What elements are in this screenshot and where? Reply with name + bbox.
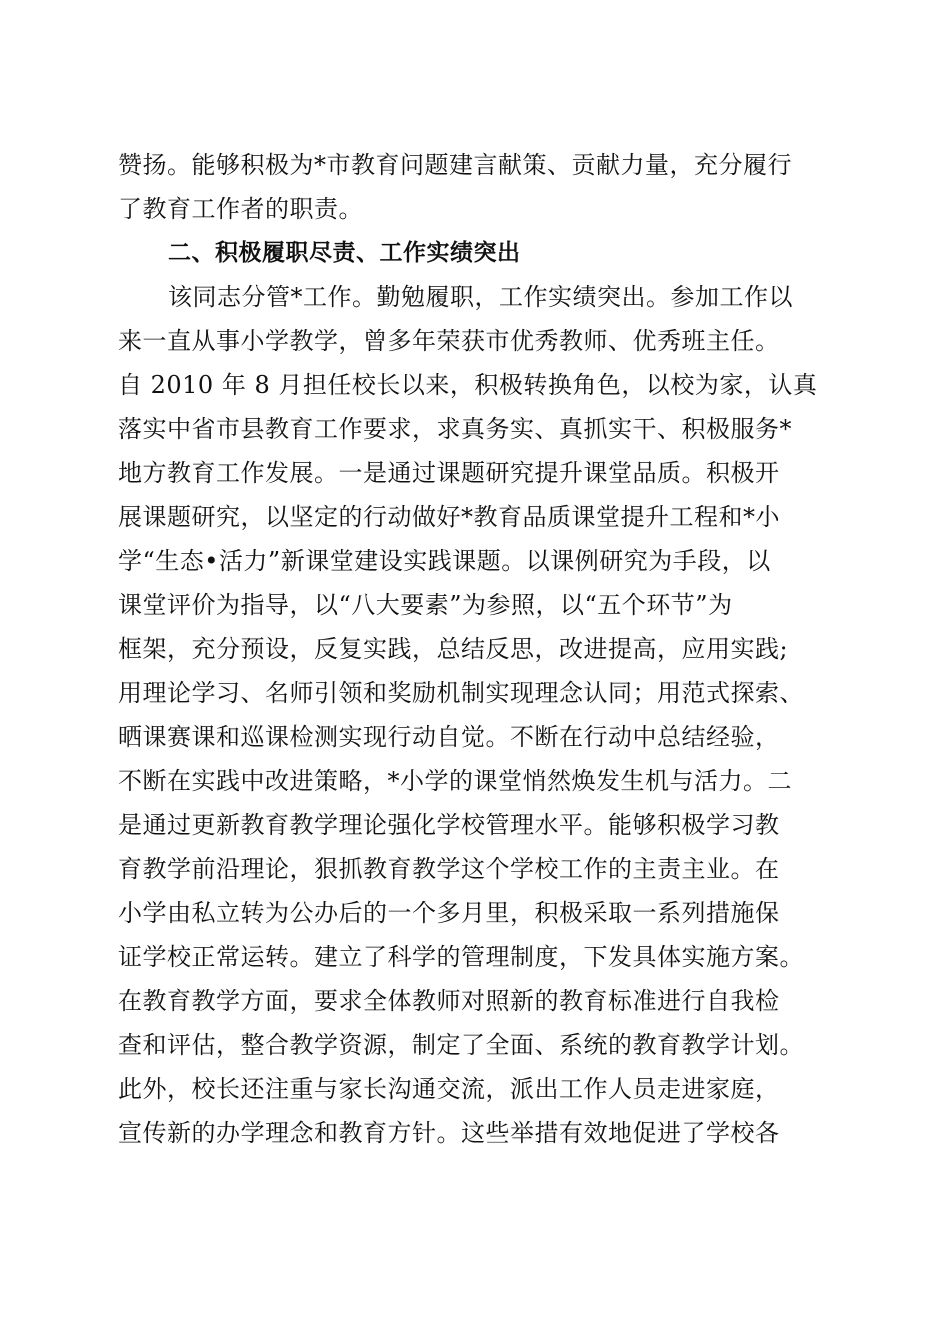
- paragraph-line: 赞扬。能够积极为*市教育问题建言献策、贡献力量，充分履行: [118, 151, 792, 179]
- paragraph-line: 学“生态•活力”新课堂建设实践课题。以课例研究为手段，以: [118, 547, 771, 575]
- paragraph-line: 不断在实践中改进策略，*小学的课堂悄然焕发生机与活力。二: [118, 767, 792, 795]
- paragraph-line: 小学由私立转为公办后的一个多月里，积极采取一系列措施保: [118, 899, 780, 927]
- paragraph-line: 地方教育工作发展。一是通过课题研究提升课堂品质。积极开: [118, 459, 780, 487]
- paragraph-line: 框架，充分预设，反复实践，总结反思，改进提高，应用实践;: [118, 635, 789, 663]
- paragraph-line: 在教育教学方面，要求全体教师对照新的教育标准进行自我检: [118, 987, 780, 1015]
- paragraph-line: 用理论学习、名师引领和奖励机制实现理念认同；用范式探索、: [118, 679, 804, 707]
- paragraph-line: 育教学前沿理论，狠抓教育教学这个学校工作的主责主业。在: [118, 855, 780, 883]
- paragraph-line: 展课题研究，以坚定的行动做好*教育品质课堂提升工程和*小: [118, 503, 780, 531]
- section-heading: 二、积极履职尽责、工作实绩突出: [168, 240, 521, 266]
- paragraph-line: 是通过更新教育教学理论强化学校管理水平。能够积极学习教: [118, 811, 780, 839]
- paragraph-line: 查和评估，整合教学资源，制定了全面、系统的教育教学计划。: [118, 1031, 804, 1059]
- paragraph-line: 此外，校长还注重与家长沟通交流，派出工作人员走进家庭，: [118, 1075, 780, 1103]
- paragraph-line: 课堂评价为指导，以“八大要素”为参照，以“五个环节”为: [118, 591, 733, 619]
- paragraph-line: 自 2010 年 8 月担任校长以来，积极转换角色，以校为家，认真: [118, 371, 818, 399]
- paragraph-line: 证学校正常运转。建立了科学的管理制度，下发具体实施方案。: [118, 943, 804, 971]
- paragraph-line: 宣传新的办学理念和教育方针。这些举措有效地促进了学校各: [118, 1119, 780, 1147]
- paragraph-line: 该同志分管*工作。勤勉履职，工作实绩突出。参加工作以: [168, 283, 793, 311]
- paragraph-line: 了教育工作者的职责。: [118, 195, 363, 223]
- paragraph-line: 来一直从事小学教学，曾多年荣获市优秀教师、优秀班主任。: [118, 327, 780, 355]
- paragraph-line: 晒课赛课和巡课检测实现行动自觉。不断在行动中总结经验，: [118, 723, 780, 751]
- paragraph-line: 落实中省市县教育工作要求，求真务实、真抓实干、积极服务*: [118, 415, 792, 443]
